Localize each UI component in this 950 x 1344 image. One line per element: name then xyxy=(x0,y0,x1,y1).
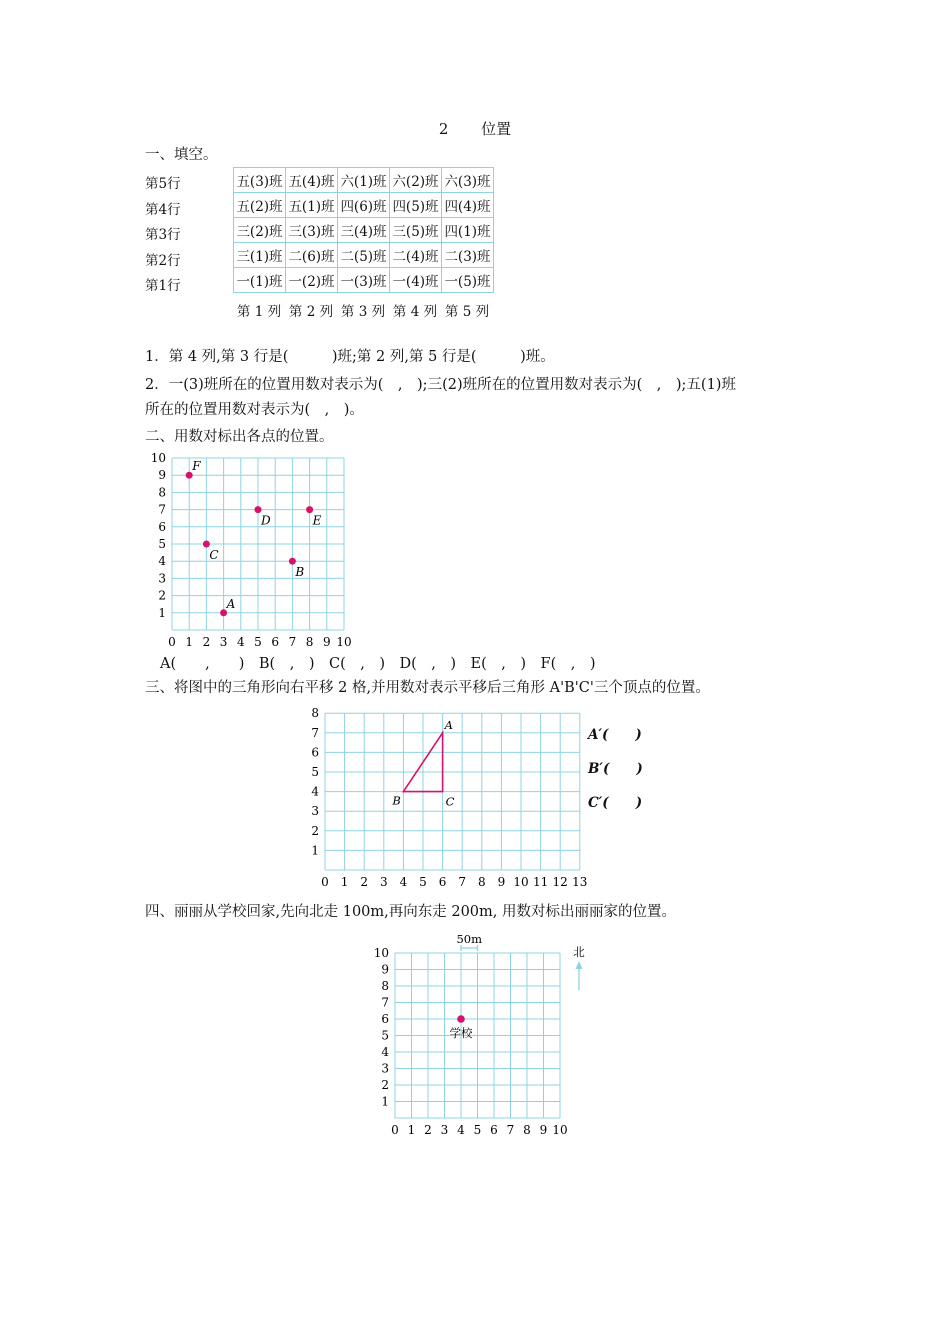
point-f-label: F xyxy=(192,459,201,474)
x-tick-label: 1 xyxy=(407,1123,416,1137)
x-tick-label: 3 xyxy=(379,875,388,889)
y-tick-label: 1 xyxy=(381,1094,389,1109)
table-cell: 五(4)班 xyxy=(286,168,338,193)
title-text: 位置 xyxy=(481,120,512,138)
x-tick-label: 8 xyxy=(477,875,486,889)
y-tick-label: 7 xyxy=(311,725,319,740)
x-tick-label: 4 xyxy=(399,875,408,889)
table-row xyxy=(234,243,494,268)
title-number: 2 xyxy=(438,120,449,138)
table-cell: 四(5)班 xyxy=(390,193,442,218)
table-cell: 二(6)班 xyxy=(286,243,338,268)
coordinate-grid-points xyxy=(140,445,370,650)
table-cell: 五(2)班 xyxy=(234,193,286,218)
y-tick-label: 2 xyxy=(158,588,166,603)
vertex-c-label: C xyxy=(445,794,455,809)
y-tick-label: 1 xyxy=(311,843,319,858)
point-e-dot xyxy=(306,506,313,513)
table-cell: 五(1)班 xyxy=(286,193,338,218)
table-cell: 一(4)班 xyxy=(390,268,442,293)
x-tick-label: 10 xyxy=(552,1123,568,1137)
x-tick-label: 8 xyxy=(523,1123,531,1137)
coordinate-grid-map xyxy=(360,928,600,1138)
seat-table xyxy=(233,167,494,293)
col-label: 第 4 列 xyxy=(392,304,438,320)
row-label: 第2行 xyxy=(145,252,181,269)
x-tick-label: 9 xyxy=(539,1123,548,1137)
x-tick-label: 7 xyxy=(288,635,297,649)
point-d-dot xyxy=(255,506,262,513)
table-cell: 三(2)班 xyxy=(234,218,286,243)
point-c-dot xyxy=(203,541,210,548)
table-cell: 二(4)班 xyxy=(390,243,442,268)
y-tick-label: 3 xyxy=(381,1061,389,1076)
triangle-answers xyxy=(588,718,643,820)
x-tick-label: 3 xyxy=(219,635,228,649)
question-1: 1．第 4 列,第 3 行是( )班;第 2 列,第 5 行是( )班。 xyxy=(145,349,555,365)
y-tick-label: 8 xyxy=(311,706,319,721)
x-tick-label: 5 xyxy=(254,635,262,649)
question-2-line1: 2．一(3)班所在的位置用数对表示为( , );三(2)班所在的位置用数对表示为( , );五(1)班 xyxy=(145,377,736,393)
section1-heading: 一、填空。 xyxy=(145,147,218,163)
x-tick-label: 1 xyxy=(185,635,194,649)
table-cell: 一(2)班 xyxy=(286,268,338,293)
answer-c-prime: C′( ) xyxy=(588,795,643,811)
x-tick-label: 6 xyxy=(490,1123,498,1137)
x-tick-label: 3 xyxy=(440,1123,449,1137)
x-tick-label: 2 xyxy=(424,1123,432,1137)
y-tick-label: 9 xyxy=(381,962,389,977)
row-label: 第5行 xyxy=(145,176,181,192)
row-label: 第4行 xyxy=(145,201,181,218)
school-dot xyxy=(457,1015,465,1023)
point-b-dot xyxy=(289,558,296,565)
question-2-line2: 所在的位置用数对表示为( , )。 xyxy=(145,402,364,418)
school-label: 学校 xyxy=(449,1026,473,1040)
table-cell: 一(1)班 xyxy=(234,268,286,293)
y-tick-label: 6 xyxy=(381,1012,389,1026)
answer-b-prime: B′( ) xyxy=(588,761,643,777)
y-tick-label: 6 xyxy=(311,745,319,760)
section2-heading: 二、用数对标出各点的位置。 xyxy=(145,429,334,445)
point-b-label: B xyxy=(295,565,305,580)
table-cell: 六(3)班 xyxy=(442,168,494,193)
y-tick-label: 3 xyxy=(158,571,166,586)
row-label: 第3行 xyxy=(145,227,181,244)
table-row xyxy=(234,268,494,293)
y-tick-label: 7 xyxy=(158,502,166,517)
table-row xyxy=(234,168,494,193)
vertex-a-label: A xyxy=(444,717,453,732)
y-tick-label: 10 xyxy=(373,946,389,960)
point-a-label: A xyxy=(226,596,236,611)
scale-label: 50m xyxy=(456,932,483,946)
x-tick-label: 7 xyxy=(506,1123,515,1137)
y-tick-label: 4 xyxy=(311,784,319,799)
x-tick-label: 9 xyxy=(497,875,506,889)
table-cell: 二(5)班 xyxy=(338,243,390,268)
y-tick-label: 4 xyxy=(381,1045,389,1059)
table-cell: 六(2)班 xyxy=(390,168,442,193)
y-tick-label: 7 xyxy=(381,995,389,1010)
y-tick-label: 9 xyxy=(158,468,166,483)
table-cell: 四(4)班 xyxy=(442,193,494,218)
table-cell: 一(3)班 xyxy=(338,268,390,293)
north-arrow-icon xyxy=(576,961,583,969)
x-tick-label: 2 xyxy=(202,635,211,649)
col-label: 第 1 列 xyxy=(236,304,282,320)
y-tick-label: 10 xyxy=(150,451,166,465)
y-tick-label: 2 xyxy=(381,1078,389,1092)
x-tick-label: 9 xyxy=(322,635,331,649)
row-labels xyxy=(145,172,181,300)
y-tick-label: 5 xyxy=(381,1028,389,1043)
y-tick-label: 4 xyxy=(158,554,166,569)
y-tick-label: 1 xyxy=(158,605,166,620)
section4-heading: 四、丽丽从学校回家,先向北走 100m,再向东走 200m, 用数对标出丽丽家的位置。 xyxy=(145,904,677,920)
y-tick-label: 8 xyxy=(158,485,166,500)
vertex-b-label: B xyxy=(392,793,401,808)
section2-answers: A( , ) B( , ) C( , ) D( , ) E( , ) F( , ) xyxy=(160,656,596,672)
table-cell: 三(5)班 xyxy=(390,218,442,243)
x-tick-label: 10 xyxy=(513,875,529,889)
y-tick-label: 6 xyxy=(158,519,166,534)
point-c-label: C xyxy=(209,548,219,562)
x-tick-label: 8 xyxy=(305,635,314,649)
col-label: 第 3 列 xyxy=(340,304,386,320)
north-label: 北 xyxy=(573,945,585,959)
table-cell: 三(1)班 xyxy=(234,243,286,268)
x-tick-label: 4 xyxy=(236,635,245,649)
section3-heading: 三、将图中的三角形向右平移 2 格,并用数对表示平移后三角形 A'B'C'三个顶点的位置。 xyxy=(145,680,710,696)
x-tick-label: 0 xyxy=(168,635,176,649)
x-tick-label: 13 xyxy=(572,875,588,889)
y-tick-label: 5 xyxy=(311,765,319,779)
page-title xyxy=(0,118,950,139)
col-labels xyxy=(233,300,493,320)
col-label: 第 2 列 xyxy=(288,304,334,320)
table-row xyxy=(234,193,494,218)
y-tick-label: 3 xyxy=(311,804,319,819)
x-tick-label: 6 xyxy=(271,635,280,649)
table-cell: 六(1)班 xyxy=(338,168,390,193)
col-label: 第 5 列 xyxy=(444,304,490,320)
table-row xyxy=(234,218,494,243)
y-tick-label: 8 xyxy=(381,979,389,993)
table-cell: 四(1)班 xyxy=(442,218,494,243)
x-tick-label: 0 xyxy=(391,1123,399,1137)
x-tick-label: 7 xyxy=(458,875,467,889)
y-tick-label: 2 xyxy=(311,823,319,838)
x-tick-label: 4 xyxy=(457,1123,465,1137)
row-label: 第1行 xyxy=(145,278,181,295)
x-tick-label: 12 xyxy=(552,875,568,889)
table-cell: 一(5)班 xyxy=(442,268,494,293)
table-cell: 二(3)班 xyxy=(442,243,494,268)
x-tick-label: 1 xyxy=(340,875,349,889)
x-tick-label: 0 xyxy=(321,875,329,889)
x-tick-label: 6 xyxy=(438,875,447,889)
x-tick-label: 11 xyxy=(532,875,549,889)
x-tick-label: 5 xyxy=(419,875,427,889)
table-cell: 三(3)班 xyxy=(286,218,338,243)
x-tick-label: 2 xyxy=(360,875,369,889)
table-cell: 五(3)班 xyxy=(234,168,286,193)
table-cell: 三(4)班 xyxy=(338,218,390,243)
coordinate-grid-triangle xyxy=(305,703,605,893)
point-d-label: D xyxy=(261,513,271,528)
x-tick-label: 10 xyxy=(336,635,352,649)
table-cell: 四(6)班 xyxy=(338,193,390,218)
answer-a-prime: A′( ) xyxy=(588,727,642,743)
x-tick-label: 5 xyxy=(473,1123,482,1137)
y-tick-label: 5 xyxy=(158,537,166,551)
point-e-label: E xyxy=(312,513,322,528)
